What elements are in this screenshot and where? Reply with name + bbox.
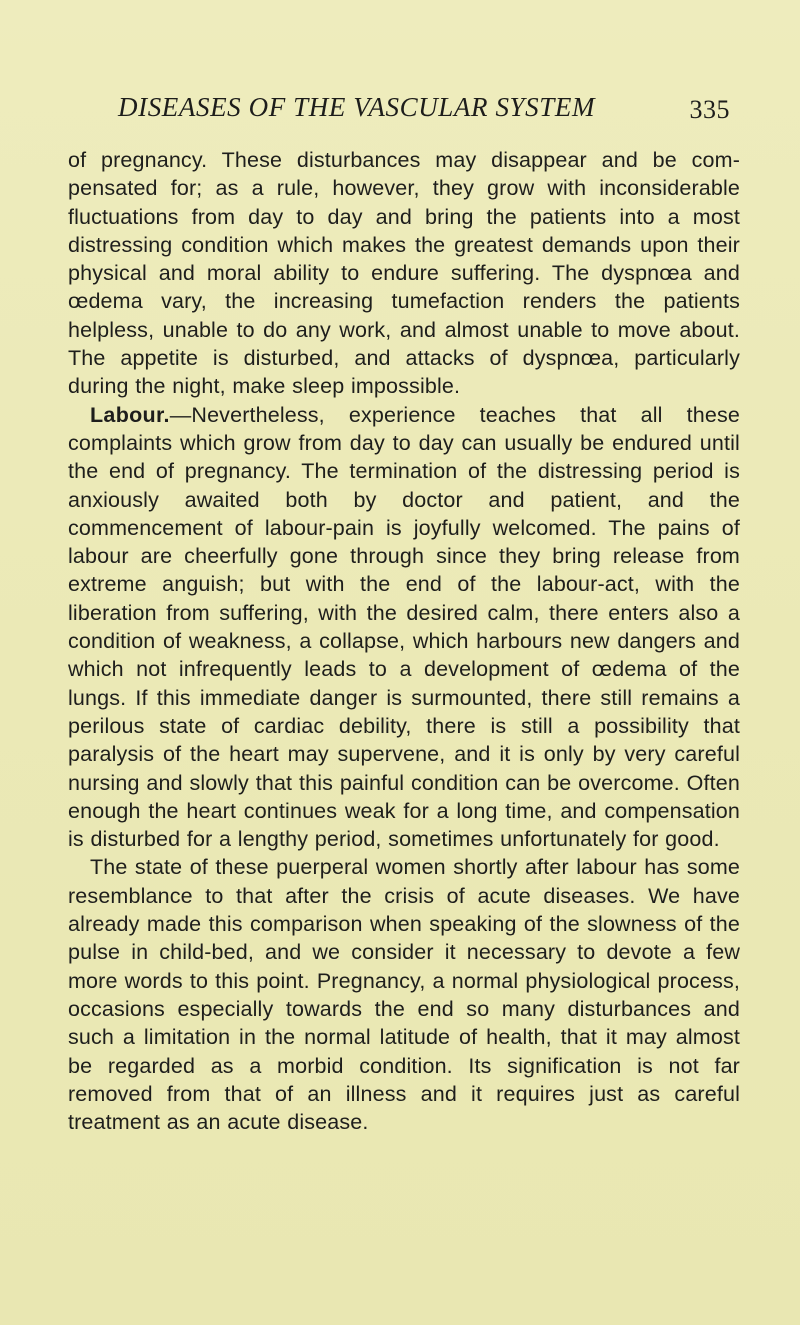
page-header <box>118 92 730 132</box>
running-title: DISEASES OF THE VASCULAR SYSTEM <box>118 92 596 122</box>
paragraph-labour <box>68 401 740 854</box>
section-heading-labour: Labour. <box>90 402 170 427</box>
page-number: 335 <box>689 95 730 124</box>
paragraph-continuation: of pregnancy. These disturbances may disappear and be com-pensated for; as a rule, however, they grow with inconsiderable fluctuations from day to day and bring the patients into a most distressing condition which makes the greatest demands upon their physical and moral ability to endure suffering. The dyspnœa and œdema vary, the increasing tumefaction renders the patients helpless, unable to do any work, and almost unable to move about. The appetite is disturbed, and attacks of dyspnœa, particularly during the night, make sleep impossible. <box>68 148 740 399</box>
paragraph-labour-text: —Nevertheless, experience teaches that all these complaints which grow from day to day can usually be endured until the end of pregnancy. The termination of the distressing period is anxiously awaited both by doctor and patient, and the commencement of labour-pain is joyfully welcomed. The pains of labour are cheerfully gone through since they bring release from extreme anguish; but with the end of the labour-act, with the liberation from suffering, with the desired calm, there enters also a condition of weakness, a collapse, which harbours new dangers and which not infrequently leads to a development of œdema of the lungs. If this immediate danger is surmounted, there still remains a perilous state of cardiac debility, there is still a possibility that paralysis of the heart may supervene, and it is only by very careful nursing and slowly that this painful condition can be overcome. Often enough the heart continues weak for a long time, and compensation is disturbed for a lengthy period, sometimes unfortunately for good. <box>68 402 740 852</box>
body-text <box>68 146 740 1136</box>
paragraph-puerperal-state: The state of these puerperal women shortly after labour has some resemblance to that after the crisis of acute diseases. We have already made this comparison when speaking of the slowness of the pulse in child-bed, and we consider it necessary to devote a few more words to this point. Pregnancy, a normal physiological process, occasions especially towards the end so many disturbances and such a limitation in the normal latitude of health, that it may almost be regarded as a morbid condition. Its signification is not far removed from that of an illness and it requires just as careful treatment as an acute disease. <box>68 855 740 1135</box>
